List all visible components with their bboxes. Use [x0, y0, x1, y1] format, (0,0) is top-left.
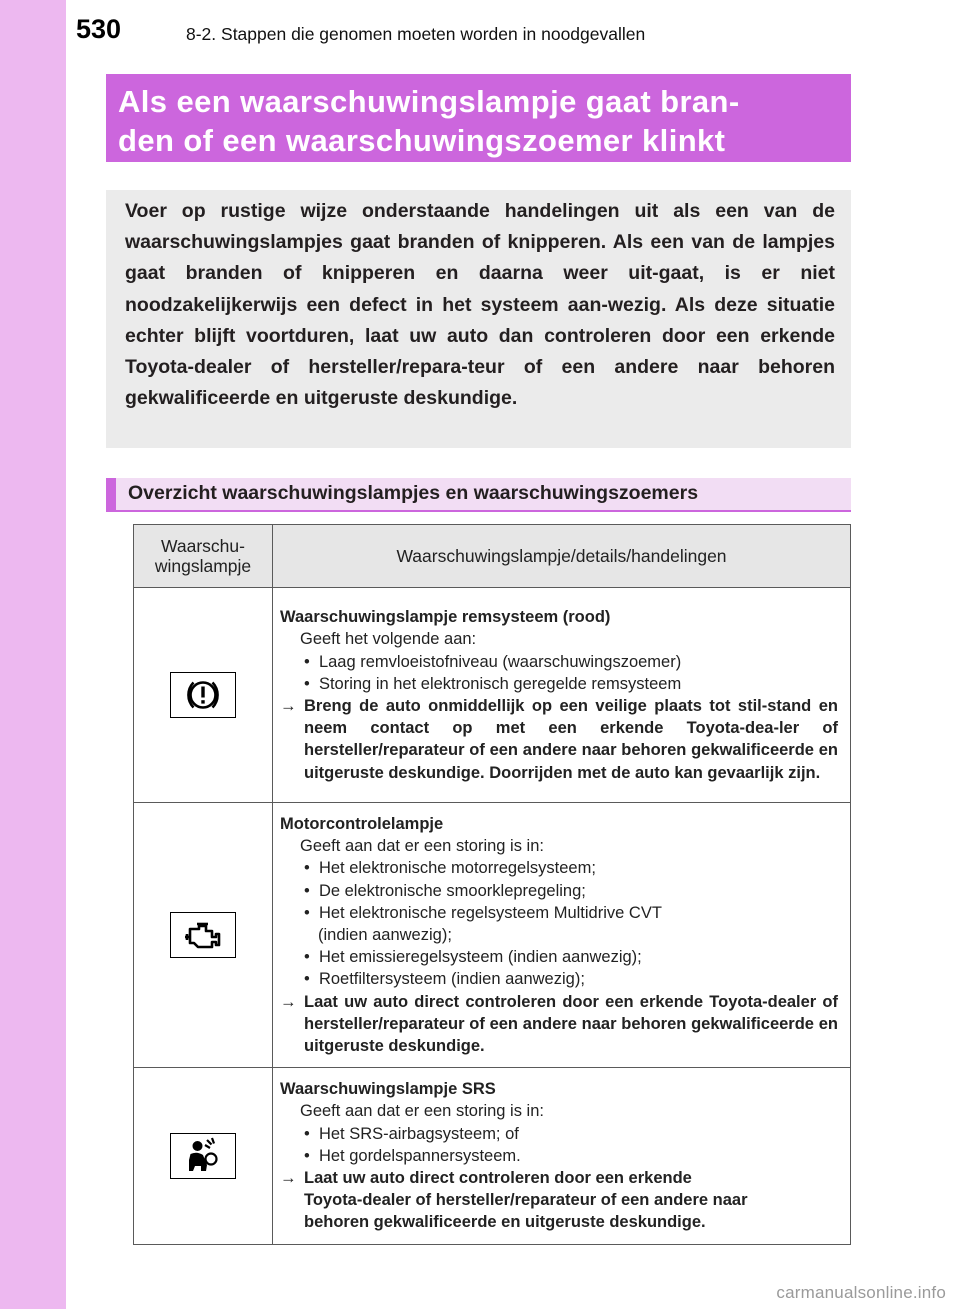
action-body: Laat uw auto direct controleren door een erkende Toyota-dealer of hersteller/reparateur of een andere naar behoren gekwalificeerde en uitgeruste deskundige. — [304, 992, 838, 1056]
column-header-lamp-line-2: wingslampje — [154, 556, 252, 576]
main-heading-line-1: Als een waarschuwingslampje gaat bran- — [118, 84, 740, 119]
bullet-text: Het gordelspannersysteem. — [318, 1146, 521, 1165]
bullet-text: Het SRS-airbagsysteem; of — [318, 1124, 519, 1143]
bullet-text: Het elektronische regelsysteem Multidrive CVT — [318, 903, 662, 922]
lamp-title: Motorcontrolelampje — [280, 815, 444, 833]
bullet-text: Het emissieregelsysteem (indien aanwezig); — [318, 948, 642, 967]
main-heading-line-2: den of een waarschuwingszoemer klinkt — [118, 123, 726, 158]
table-header-row — [134, 525, 851, 588]
column-header-details: Waarschuwingslampje/details/handelingen — [273, 525, 851, 588]
table-row — [134, 1068, 851, 1244]
bullet-item — [280, 946, 838, 968]
engine-icon — [170, 912, 236, 958]
bullet-symbol: • — [304, 903, 310, 922]
lamp-intro: Geeft het volgende aan: — [300, 630, 477, 649]
bullet-text: Het elektronische motorregelsysteem; — [318, 859, 596, 878]
action-text — [280, 695, 838, 784]
brake-warning-icon — [170, 672, 236, 718]
watermark: carmanualsonline.info — [776, 1283, 946, 1302]
side-color-strip — [0, 0, 66, 1309]
action-body: Breng de auto onmiddellijk op een veilige plaats tot stil-stand en neem contact op met een erkende Toyota-dea-ler of hersteller/reparateur of een andere naar behoren gekwalificeerde en uitgeruste deskundige. Doorrijden met de auto kan gevaarlijk zijn. — [304, 697, 838, 782]
column-header-lamp-line-1: Waarschu- — [161, 536, 245, 556]
bullet-symbol: • — [304, 859, 310, 878]
srs-airbag-icon — [170, 1133, 236, 1179]
bullet-text: Roetfiltersysteem (indien aanwezig); — [318, 970, 585, 989]
bullet-item — [280, 968, 838, 990]
bullet-symbol: • — [304, 881, 310, 900]
lamp-title: Waarschuwingslampje remsysteem (rood) — [280, 608, 611, 627]
table-row — [134, 803, 851, 1068]
lamp-intro: Geeft aan dat er een storing is in: — [300, 1102, 544, 1121]
icon-cell — [134, 588, 273, 803]
details-cell — [273, 1068, 851, 1244]
intro-box — [106, 190, 851, 448]
bullet-symbol: • — [304, 948, 310, 967]
intro-text: Voer op rustige wijze onderstaande handelingen uit als een van de waarschuwingslampjes gaat branden of knipperen. Als een van de lampjes gaat branden of knipperen en daarna weer uit-gaat, is er niet noodzakelijkerwijs een defect in het systeem aan-wezig. Als deze situatie echter blijft voortduren, laat uw auto dan controleren door een erkende Toyota-dealer of hersteller/repara-teur of een andere naar behoren gekwalificeerde en uitgeruste deskundige. — [125, 200, 835, 410]
table-row — [134, 588, 851, 803]
bullet-continuation: (indien aanwezig); — [318, 926, 452, 945]
action-line-3: behoren gekwalificeerde en uitgeruste deskundige. — [304, 1213, 706, 1232]
lamp-title: Waarschuwingslampje SRS — [280, 1080, 496, 1099]
bullet-text: Storing in het elektronisch geregelde remsysteem — [318, 674, 682, 693]
section-title: 8-2. Stappen die genomen moeten worden in noodgevallen — [186, 24, 646, 44]
bullet-symbol: • — [304, 1124, 310, 1143]
bullet-item — [280, 651, 838, 673]
action-line-2: Toyota-dealer of hersteller/reparateur of een andere naar — [304, 1191, 748, 1210]
bullet-item — [280, 673, 838, 695]
bullet-item — [280, 1123, 838, 1145]
icon-cell — [134, 1068, 273, 1244]
action-text — [280, 1167, 838, 1234]
action-text — [280, 991, 838, 1058]
arrow-icon: → — [280, 1169, 297, 1188]
page-number: 530 — [76, 14, 122, 44]
action-line-1: Laat uw auto direct controleren door een erkende — [304, 1169, 692, 1188]
column-header-lamp — [134, 525, 273, 588]
sub-heading: Overzicht waarschuwingslampjes en waarschuwingszoemers — [106, 478, 851, 512]
bullet-item — [280, 1145, 838, 1167]
arrow-icon: → — [280, 697, 297, 715]
icon-cell — [134, 803, 273, 1068]
bullet-item — [280, 857, 838, 879]
arrow-icon: → — [280, 992, 297, 1011]
bullet-item — [280, 902, 838, 924]
lamp-intro: Geeft aan dat er een storing is in: — [300, 837, 544, 856]
bullet-symbol: • — [304, 970, 310, 989]
bullet-item — [280, 880, 838, 902]
warning-lamps-table — [133, 524, 851, 1245]
main-heading — [106, 74, 851, 162]
bullet-symbol: • — [304, 652, 310, 671]
details-cell — [273, 588, 851, 803]
bullet-text: Laag remvloeistofniveau (waarschuwingszoemer) — [318, 652, 682, 671]
details-cell — [273, 803, 851, 1068]
bullet-symbol: • — [304, 674, 310, 693]
bullet-text: De elektronische smoorklepregeling; — [318, 881, 586, 900]
bullet-symbol: • — [304, 1146, 310, 1165]
